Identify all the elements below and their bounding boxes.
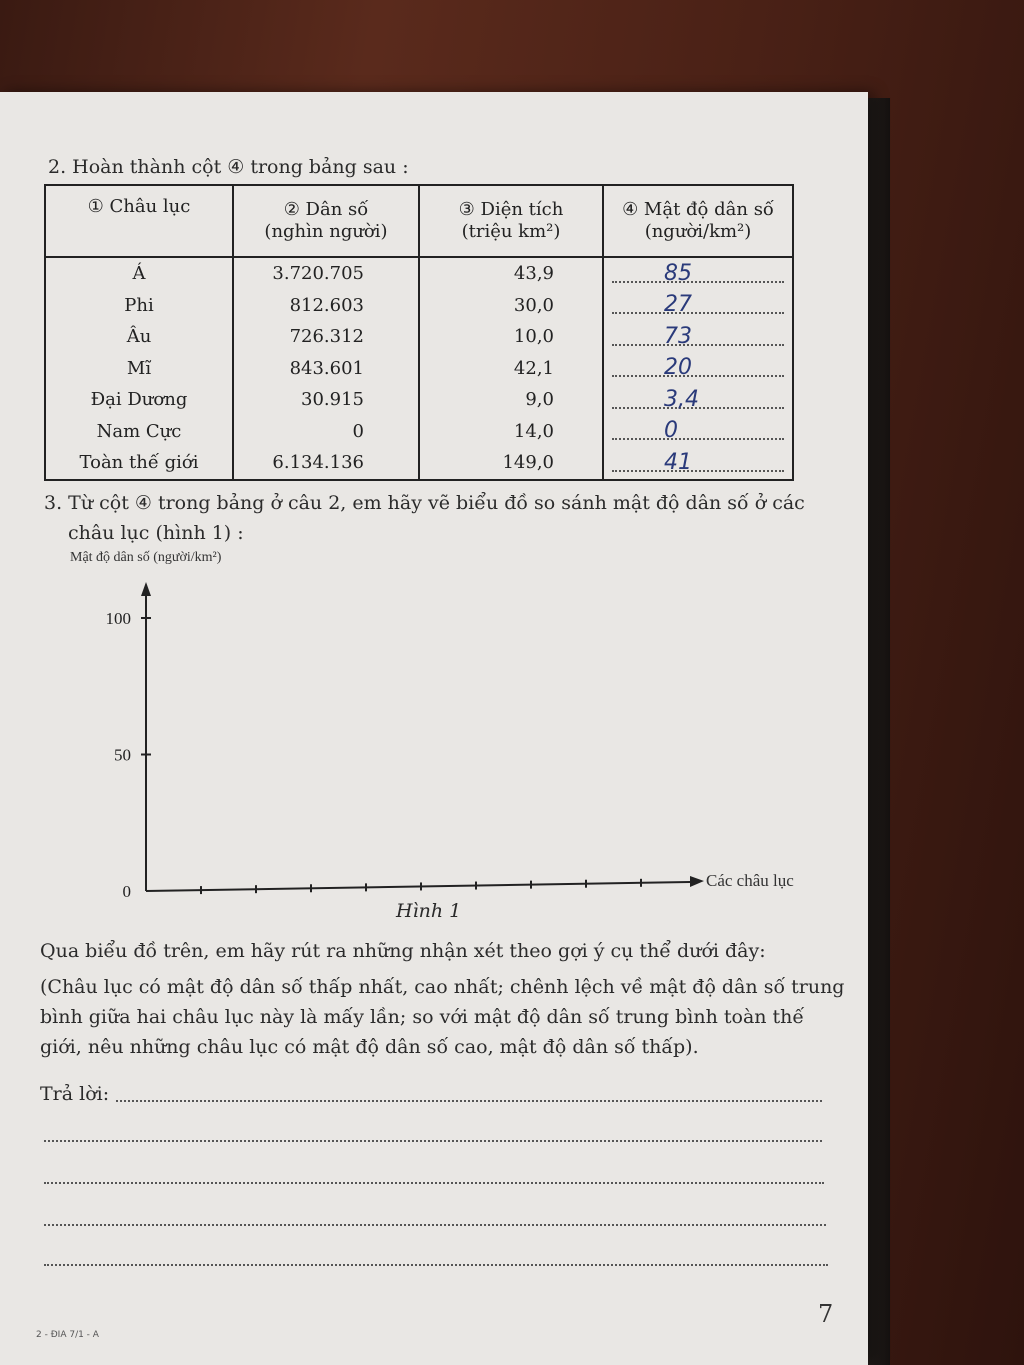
instruction-line2: (Châu lục có mật độ dân số thấp nhất, cao nhất; chênh lệch về mật độ dân số trung <box>40 976 845 998</box>
instruction-line3: bình giữa hai châu lục này là mấy lần; so với mật độ dân số trung bình toàn thế <box>40 1006 805 1028</box>
cell-area: 14,0 <box>419 416 603 448</box>
cell-continent: Đại Dương <box>45 384 233 416</box>
cell-continent: Mĩ <box>45 353 233 385</box>
page-number: 7 <box>818 1300 834 1328</box>
x-axis <box>146 882 690 891</box>
cell-population: 726.312 <box>233 321 419 353</box>
x-axis-arrow <box>690 876 704 887</box>
cell-population: 30.915 <box>233 384 419 416</box>
cell-population: 3.720.705 <box>233 257 419 290</box>
cell-area: 9,0 <box>419 384 603 416</box>
chart-x-axis-title: Các châu lục <box>706 871 794 890</box>
cell-area: 42,1 <box>419 353 603 385</box>
instruction-line4: giới, nêu những châu lục có mật độ dân số cao, mật độ dân số thấp). <box>40 1036 699 1058</box>
header-population: ② Dân số (nghìn người) <box>233 185 419 257</box>
y-tick-label: 100 <box>105 609 131 628</box>
cell-population: 6.134.136 <box>233 447 419 480</box>
chart-y-axis-title: Mật độ dân số (người/km²) <box>70 550 222 565</box>
cell-continent: Toàn thế giới <box>45 447 233 480</box>
cell-continent: Nam Cực <box>45 416 233 448</box>
answer-line[interactable] <box>44 1224 826 1226</box>
answer-label: Trả lời: <box>40 1083 110 1105</box>
cell-population: 843.601 <box>233 353 419 385</box>
handwritten-density: 3,4 <box>664 386 699 412</box>
cell-area: 10,0 <box>419 321 603 353</box>
handwritten-density: 73 <box>664 323 692 349</box>
y-axis-arrow <box>141 582 151 596</box>
handwritten-density: 27 <box>664 292 692 317</box>
handwritten-density: 0 <box>664 418 678 443</box>
handwritten-density: 85 <box>664 260 692 286</box>
y-tick-label: 50 <box>114 745 131 765</box>
cell-continent: Âu <box>45 321 233 353</box>
handwritten-density: 41 <box>664 449 692 475</box>
answer-line[interactable] <box>44 1182 824 1184</box>
header-continent: ① Châu lục <box>45 185 233 257</box>
answer-line[interactable] <box>44 1140 822 1142</box>
cell-area: 149,0 <box>419 447 603 480</box>
answer-line[interactable] <box>116 1100 822 1102</box>
header-density: ④ Mật độ dân số (người/km²) <box>603 185 793 257</box>
question-3-line1: 3. Từ cột ④ trong bảng ở câu 2, em hãy vẽ biểu đồ so sánh mật độ dân số ở các <box>44 492 805 514</box>
cell-area: 30,0 <box>419 290 603 322</box>
cell-continent: Á <box>45 257 233 290</box>
instruction-line1: Qua biểu đồ trên, em hãy rút ra những nhận xét theo gợi ý cụ thể dưới đây: <box>40 940 766 962</box>
y-tick-label: 0 <box>122 882 131 901</box>
answer-line[interactable] <box>44 1264 828 1266</box>
header-area: ③ Diện tích (triệu km²) <box>419 185 603 257</box>
chart-caption: Hình 1 <box>396 900 462 922</box>
cell-area: 43,9 <box>419 257 603 290</box>
handwritten-density: 20 <box>664 355 692 380</box>
cell-population: 0 <box>233 416 419 448</box>
question-2-title: 2. Hoàn thành cột ④ trong bảng sau : <box>48 156 409 178</box>
question-3-line2: châu lục (hình 1) : <box>68 522 244 544</box>
page-footer: 2 - ĐIA 7/1 - A <box>36 1330 99 1340</box>
cell-population: 812.603 <box>233 290 419 322</box>
cell-continent: Phi <box>45 290 233 322</box>
